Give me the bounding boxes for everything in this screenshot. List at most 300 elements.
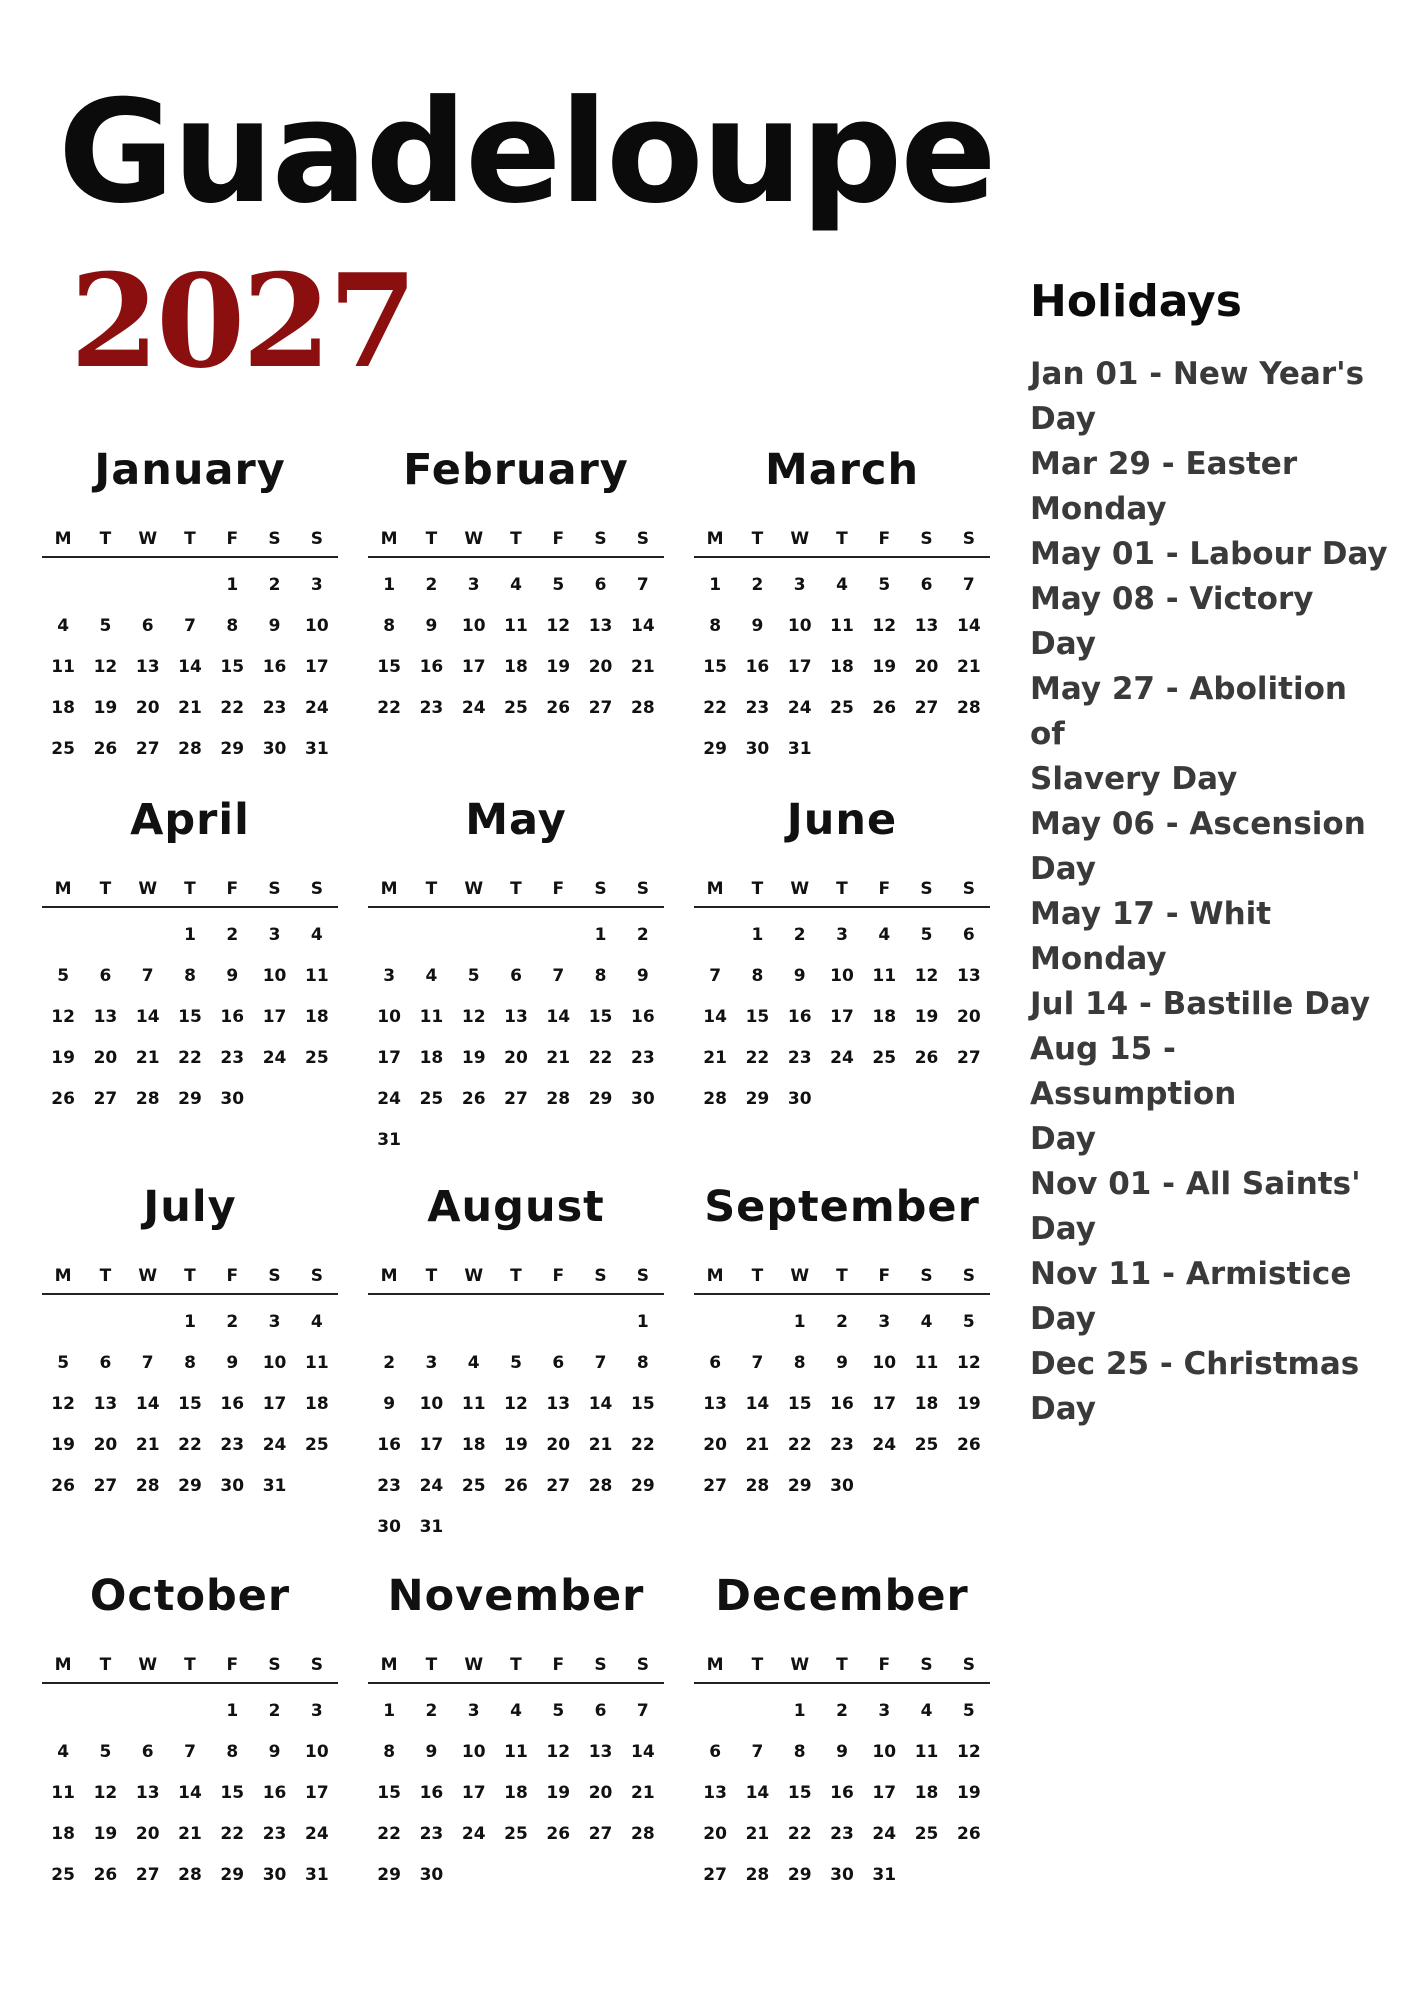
weekday-header-row (368, 1648, 664, 1683)
weekday-label: S (905, 1648, 947, 1683)
day-cell: 8 (793, 1352, 806, 1373)
day-cell: 24 (262, 1434, 287, 1455)
month-name: July (143, 1182, 237, 1232)
weekday-header-row (694, 872, 990, 907)
day-cell: 21 (745, 1823, 770, 1844)
day-cell: 28 (178, 1864, 202, 1885)
day-cell: 16 (787, 1006, 812, 1027)
day-cell: 26 (93, 1864, 118, 1885)
day-cell: 8 (751, 965, 764, 986)
day-cell: 9 (383, 1393, 396, 1414)
weekday-label: S (622, 872, 664, 907)
day-cell: 15 (787, 1393, 812, 1414)
holiday-line: Mar 29 - Easter (1030, 446, 1298, 482)
day-cell: 30 (830, 1864, 854, 1885)
day-cell: 17 (262, 1006, 287, 1027)
day-cell: 23 (745, 697, 770, 718)
empty-day-cell (253, 1078, 295, 1119)
week-row (368, 1119, 664, 1160)
week-row (694, 605, 990, 646)
day-cell: 21 (546, 1047, 571, 1068)
weekday-label: T (736, 1259, 778, 1294)
empty-day-cell (537, 1119, 579, 1160)
week-row (42, 1731, 338, 1772)
weekday-label: S (296, 1648, 338, 1683)
day-cell: 9 (793, 965, 806, 986)
month-june (694, 790, 990, 1177)
holiday-line: Day (1030, 401, 1096, 437)
day-cell: 30 (220, 1088, 245, 1109)
weekday-label: W (779, 1648, 821, 1683)
empty-day-cell (736, 1683, 778, 1731)
day-cell: 17 (787, 656, 812, 677)
empty-day-cell (905, 1854, 947, 1895)
weekday-label: T (169, 1648, 211, 1683)
day-cell: 12 (872, 615, 897, 636)
holiday-line: Dec 25 - Christmas (1030, 1346, 1360, 1382)
empty-day-cell (694, 1683, 736, 1731)
day-cell: 8 (226, 1741, 239, 1762)
weekday-label: S (579, 1259, 621, 1294)
day-cell: 7 (594, 1352, 607, 1373)
day-cell: 2 (751, 574, 764, 595)
empty-day-cell (948, 1465, 990, 1506)
weekday-label: F (863, 872, 905, 907)
week-row (368, 1465, 664, 1506)
weekday-label: W (779, 872, 821, 907)
empty-day-cell (410, 1119, 452, 1160)
weekday-label: M (42, 1648, 84, 1683)
day-cell: 2 (636, 924, 649, 945)
empty-day-cell (453, 907, 495, 955)
day-cell: 6 (510, 965, 522, 986)
week-row (694, 1037, 990, 1078)
weekday-label: S (622, 1648, 664, 1683)
day-cell: 7 (709, 965, 722, 986)
day-cell: 16 (262, 656, 287, 677)
day-cell: 15 (745, 1006, 770, 1027)
weekday-label: S (948, 1648, 990, 1683)
day-cell: 11 (504, 615, 528, 636)
day-cell: 11 (504, 1741, 528, 1762)
week-row (694, 955, 990, 996)
day-cell: 28 (631, 697, 655, 718)
day-cell: 6 (920, 574, 933, 595)
month-name: December (715, 1571, 969, 1621)
weekday-label: M (368, 1259, 410, 1294)
week-row (694, 1813, 990, 1854)
day-cell: 19 (504, 1434, 528, 1455)
weekday-label: F (863, 1259, 905, 1294)
weekday-label: T (736, 522, 778, 557)
day-cell: 27 (914, 697, 939, 718)
week-row (42, 1078, 338, 1119)
day-cell: 28 (135, 1475, 160, 1496)
weekday-label: M (694, 1259, 736, 1294)
day-cell: 2 (793, 924, 806, 945)
empty-day-cell (453, 1854, 495, 1895)
day-cell: 4 (920, 1700, 933, 1721)
weekday-label: T (84, 522, 126, 557)
day-cell: 17 (872, 1393, 897, 1414)
day-cell: 6 (709, 1352, 722, 1373)
week-row (694, 557, 990, 605)
month-name: June (786, 795, 898, 845)
day-cell: 14 (631, 1741, 655, 1762)
day-cell: 2 (226, 924, 239, 945)
day-cell: 13 (135, 1782, 160, 1803)
weekday-label: F (863, 522, 905, 557)
month-name: September (704, 1182, 980, 1232)
day-cell: 1 (793, 1311, 806, 1332)
day-cell: 22 (178, 1434, 202, 1455)
day-cell: 30 (262, 1864, 287, 1885)
holiday-line: Slavery Day (1030, 761, 1238, 797)
day-cell: 14 (745, 1393, 770, 1414)
day-cell: 10 (377, 1006, 401, 1027)
weekday-label: T (84, 1259, 126, 1294)
day-cell: 2 (836, 1700, 848, 1721)
weekday-label: W (127, 1648, 169, 1683)
day-cell: 8 (594, 965, 607, 986)
day-cell: 6 (709, 1741, 722, 1762)
day-cell: 9 (226, 965, 239, 986)
day-cell: 22 (703, 697, 727, 718)
weekday-header-row (42, 522, 338, 557)
day-cell: 12 (957, 1741, 981, 1762)
day-cell: 23 (220, 1434, 245, 1455)
empty-day-cell (579, 1294, 621, 1342)
day-cell: 3 (310, 1700, 323, 1721)
day-cell: 10 (262, 965, 287, 986)
day-cell: 21 (178, 1823, 202, 1844)
month-calendar-table (42, 1259, 338, 1506)
month-december (694, 1566, 990, 1906)
page-title: Guadeloupe (58, 70, 995, 235)
empty-day-cell (42, 557, 84, 605)
holiday-list (1030, 352, 1390, 1432)
weekday-label: T (495, 522, 537, 557)
day-cell: 10 (305, 615, 329, 636)
weekday-label: T (84, 872, 126, 907)
holiday-line: May 17 - Whit (1030, 896, 1272, 932)
month-name: April (130, 795, 250, 845)
empty-day-cell (42, 1683, 84, 1731)
empty-day-cell (537, 907, 579, 955)
weekday-label: T (84, 1648, 126, 1683)
day-cell: 15 (787, 1782, 812, 1803)
day-cell: 9 (636, 965, 649, 986)
day-cell: 28 (546, 1088, 571, 1109)
empty-day-cell (84, 907, 126, 955)
day-cell: 28 (703, 1088, 727, 1109)
day-cell: 18 (461, 1434, 486, 1455)
empty-day-cell (296, 1078, 338, 1119)
day-cell: 25 (51, 1864, 75, 1885)
month-name: May (465, 795, 567, 845)
weekday-label: T (821, 522, 863, 557)
day-cell: 6 (594, 574, 607, 595)
day-cell: 17 (305, 656, 329, 677)
day-cell: 23 (220, 1047, 245, 1068)
day-cell: 3 (268, 1311, 281, 1332)
weekday-label: W (127, 1259, 169, 1294)
day-cell: 26 (872, 697, 897, 718)
weekday-label: S (622, 1259, 664, 1294)
week-row (42, 1037, 338, 1078)
day-cell: 20 (703, 1434, 727, 1455)
day-cell: 15 (178, 1006, 202, 1027)
day-cell: 13 (546, 1393, 571, 1414)
day-cell: 26 (461, 1088, 486, 1109)
empty-day-cell (495, 1854, 537, 1895)
week-row (694, 1078, 990, 1119)
day-cell: 2 (268, 1700, 281, 1721)
empty-day-cell (622, 1119, 664, 1160)
day-cell: 22 (745, 1047, 770, 1068)
day-cell: 16 (419, 656, 444, 677)
week-row (368, 1772, 664, 1813)
day-cell: 2 (268, 574, 281, 595)
weekday-label: M (694, 522, 736, 557)
holiday-line: May 01 - Labour Day (1030, 536, 1388, 572)
weekday-label: M (694, 1648, 736, 1683)
week-row (368, 1506, 664, 1547)
day-cell: 16 (220, 1393, 245, 1414)
weekday-label: F (211, 1648, 253, 1683)
month-calendar-table (694, 1648, 990, 1895)
day-cell: 23 (830, 1823, 854, 1844)
day-cell: 17 (830, 1006, 854, 1027)
day-cell: 21 (135, 1047, 160, 1068)
month-calendar-table (694, 522, 990, 769)
week-row (42, 728, 338, 769)
day-cell: 25 (830, 697, 854, 718)
week-row (694, 907, 990, 955)
weekday-header-row (368, 522, 664, 557)
day-cell: 19 (957, 1782, 981, 1803)
day-cell: 15 (220, 656, 245, 677)
year-label: 2027 (70, 247, 415, 397)
day-cell: 4 (425, 965, 438, 986)
day-cell: 26 (546, 1823, 571, 1844)
day-cell: 24 (305, 1823, 329, 1844)
day-cell: 21 (178, 697, 202, 718)
weekday-label: T (169, 1259, 211, 1294)
day-cell: 19 (957, 1393, 981, 1414)
empty-day-cell (948, 1854, 990, 1895)
day-cell: 12 (546, 615, 571, 636)
holidays-title: Holidays (1030, 276, 1242, 327)
week-row (694, 1465, 990, 1506)
day-cell: 15 (377, 1782, 401, 1803)
empty-day-cell (410, 1294, 452, 1342)
empty-day-cell (694, 907, 736, 955)
empty-day-cell (863, 728, 905, 769)
day-cell: 5 (962, 1311, 975, 1332)
day-cell: 28 (178, 738, 202, 759)
day-cell: 4 (836, 574, 848, 595)
day-cell: 18 (305, 1006, 329, 1027)
day-cell: 16 (220, 1006, 245, 1027)
day-cell: 7 (751, 1352, 764, 1373)
day-cell: 15 (631, 1393, 655, 1414)
day-cell: 19 (51, 1434, 75, 1455)
day-cell: 5 (99, 1741, 112, 1762)
day-cell: 3 (268, 924, 281, 945)
day-cell: 17 (305, 1782, 329, 1803)
day-cell: 31 (305, 1864, 329, 1885)
week-row (42, 1465, 338, 1506)
week-row (368, 1294, 664, 1342)
week-row (368, 1383, 664, 1424)
day-cell: 13 (93, 1393, 118, 1414)
week-row (694, 1772, 990, 1813)
weekday-label: S (948, 522, 990, 557)
day-cell: 13 (703, 1393, 727, 1414)
week-row (368, 1424, 664, 1465)
day-cell: 7 (552, 965, 565, 986)
day-cell: 24 (305, 697, 329, 718)
holiday-line: Day (1030, 851, 1096, 887)
weekday-label: T (410, 1259, 452, 1294)
day-cell: 16 (377, 1434, 401, 1455)
day-cell: 1 (594, 924, 607, 945)
day-cell: 1 (751, 924, 764, 945)
day-cell: 17 (461, 1782, 486, 1803)
day-cell: 19 (461, 1047, 486, 1068)
day-cell: 8 (226, 615, 239, 636)
week-row (368, 996, 664, 1037)
day-cell: 25 (305, 1047, 329, 1068)
day-cell: 11 (914, 1352, 939, 1373)
empty-day-cell (579, 1854, 621, 1895)
month-march (694, 440, 990, 790)
weekday-label: T (821, 1648, 863, 1683)
day-cell: 3 (878, 1700, 891, 1721)
week-row (694, 646, 990, 687)
day-cell: 30 (377, 1516, 401, 1537)
weekday-label: S (905, 522, 947, 557)
weekday-label: W (453, 872, 495, 907)
empty-day-cell (42, 907, 84, 955)
day-cell: 5 (57, 965, 70, 986)
day-cell: 1 (709, 574, 722, 595)
day-cell: 27 (135, 738, 160, 759)
empty-day-cell (42, 1294, 84, 1342)
month-july (42, 1177, 338, 1566)
month-calendar-table (42, 872, 338, 1119)
day-cell: 16 (631, 1006, 655, 1027)
day-cell: 29 (220, 1864, 245, 1885)
day-cell: 13 (588, 615, 613, 636)
weekday-label: S (253, 1259, 295, 1294)
weekday-label: S (579, 1648, 621, 1683)
holiday-line: Day (1030, 1121, 1096, 1157)
day-cell: 28 (631, 1823, 655, 1844)
day-cell: 7 (184, 1741, 196, 1762)
day-cell: 4 (310, 1311, 323, 1332)
day-cell: 27 (546, 1475, 571, 1496)
week-row (42, 557, 338, 605)
day-cell: 4 (920, 1311, 933, 1332)
day-cell: 14 (178, 656, 202, 677)
day-cell: 12 (957, 1352, 981, 1373)
day-cell: 1 (793, 1700, 806, 1721)
day-cell: 20 (135, 1823, 160, 1844)
day-cell: 31 (419, 1516, 444, 1537)
weekday-label: S (948, 1259, 990, 1294)
day-cell: 27 (703, 1475, 727, 1496)
day-cell: 31 (872, 1864, 897, 1885)
weekday-label: S (579, 522, 621, 557)
day-cell: 10 (461, 1741, 486, 1762)
day-cell: 11 (305, 965, 329, 986)
empty-day-cell (296, 1465, 338, 1506)
empty-day-cell (905, 728, 947, 769)
day-cell: 12 (504, 1393, 528, 1414)
day-cell: 5 (510, 1352, 522, 1373)
day-cell: 12 (461, 1006, 486, 1027)
empty-day-cell (84, 1683, 126, 1731)
day-cell: 4 (878, 924, 891, 945)
day-cell: 8 (793, 1741, 806, 1762)
day-cell: 14 (588, 1393, 613, 1414)
month-january (42, 440, 338, 790)
day-cell: 20 (93, 1047, 118, 1068)
day-cell: 8 (184, 965, 196, 986)
day-cell: 11 (305, 1352, 329, 1373)
weekday-label: T (169, 522, 211, 557)
month-august (368, 1177, 664, 1566)
day-cell: 15 (377, 656, 401, 677)
day-cell: 16 (830, 1782, 854, 1803)
week-row (42, 1813, 338, 1854)
day-cell: 16 (419, 1782, 444, 1803)
day-cell: 26 (914, 1047, 939, 1068)
weekday-label: F (537, 522, 579, 557)
week-row (694, 996, 990, 1037)
weekday-label: S (622, 522, 664, 557)
day-cell: 29 (703, 738, 727, 759)
weekday-label: F (537, 1648, 579, 1683)
day-cell: 22 (220, 697, 245, 718)
day-cell: 29 (178, 1088, 202, 1109)
day-cell: 13 (588, 1741, 613, 1762)
weekday-header-row (42, 1648, 338, 1683)
month-calendar-table (368, 1648, 664, 1895)
day-cell: 8 (184, 1352, 196, 1373)
day-cell: 14 (745, 1782, 770, 1803)
day-cell: 19 (51, 1047, 75, 1068)
weekday-header-row (694, 522, 990, 557)
day-cell: 15 (703, 656, 727, 677)
day-cell: 25 (305, 1434, 329, 1455)
day-cell: 31 (787, 738, 812, 759)
week-row (694, 1383, 990, 1424)
day-cell: 5 (57, 1352, 70, 1373)
day-cell: 24 (461, 697, 486, 718)
empty-day-cell (169, 557, 211, 605)
day-cell: 20 (588, 656, 613, 677)
day-cell: 30 (745, 738, 770, 759)
month-september (694, 1177, 990, 1566)
week-row (42, 955, 338, 996)
day-cell: 19 (93, 697, 118, 718)
empty-day-cell (453, 1119, 495, 1160)
day-cell: 12 (51, 1006, 75, 1027)
weekday-header-row (694, 1648, 990, 1683)
